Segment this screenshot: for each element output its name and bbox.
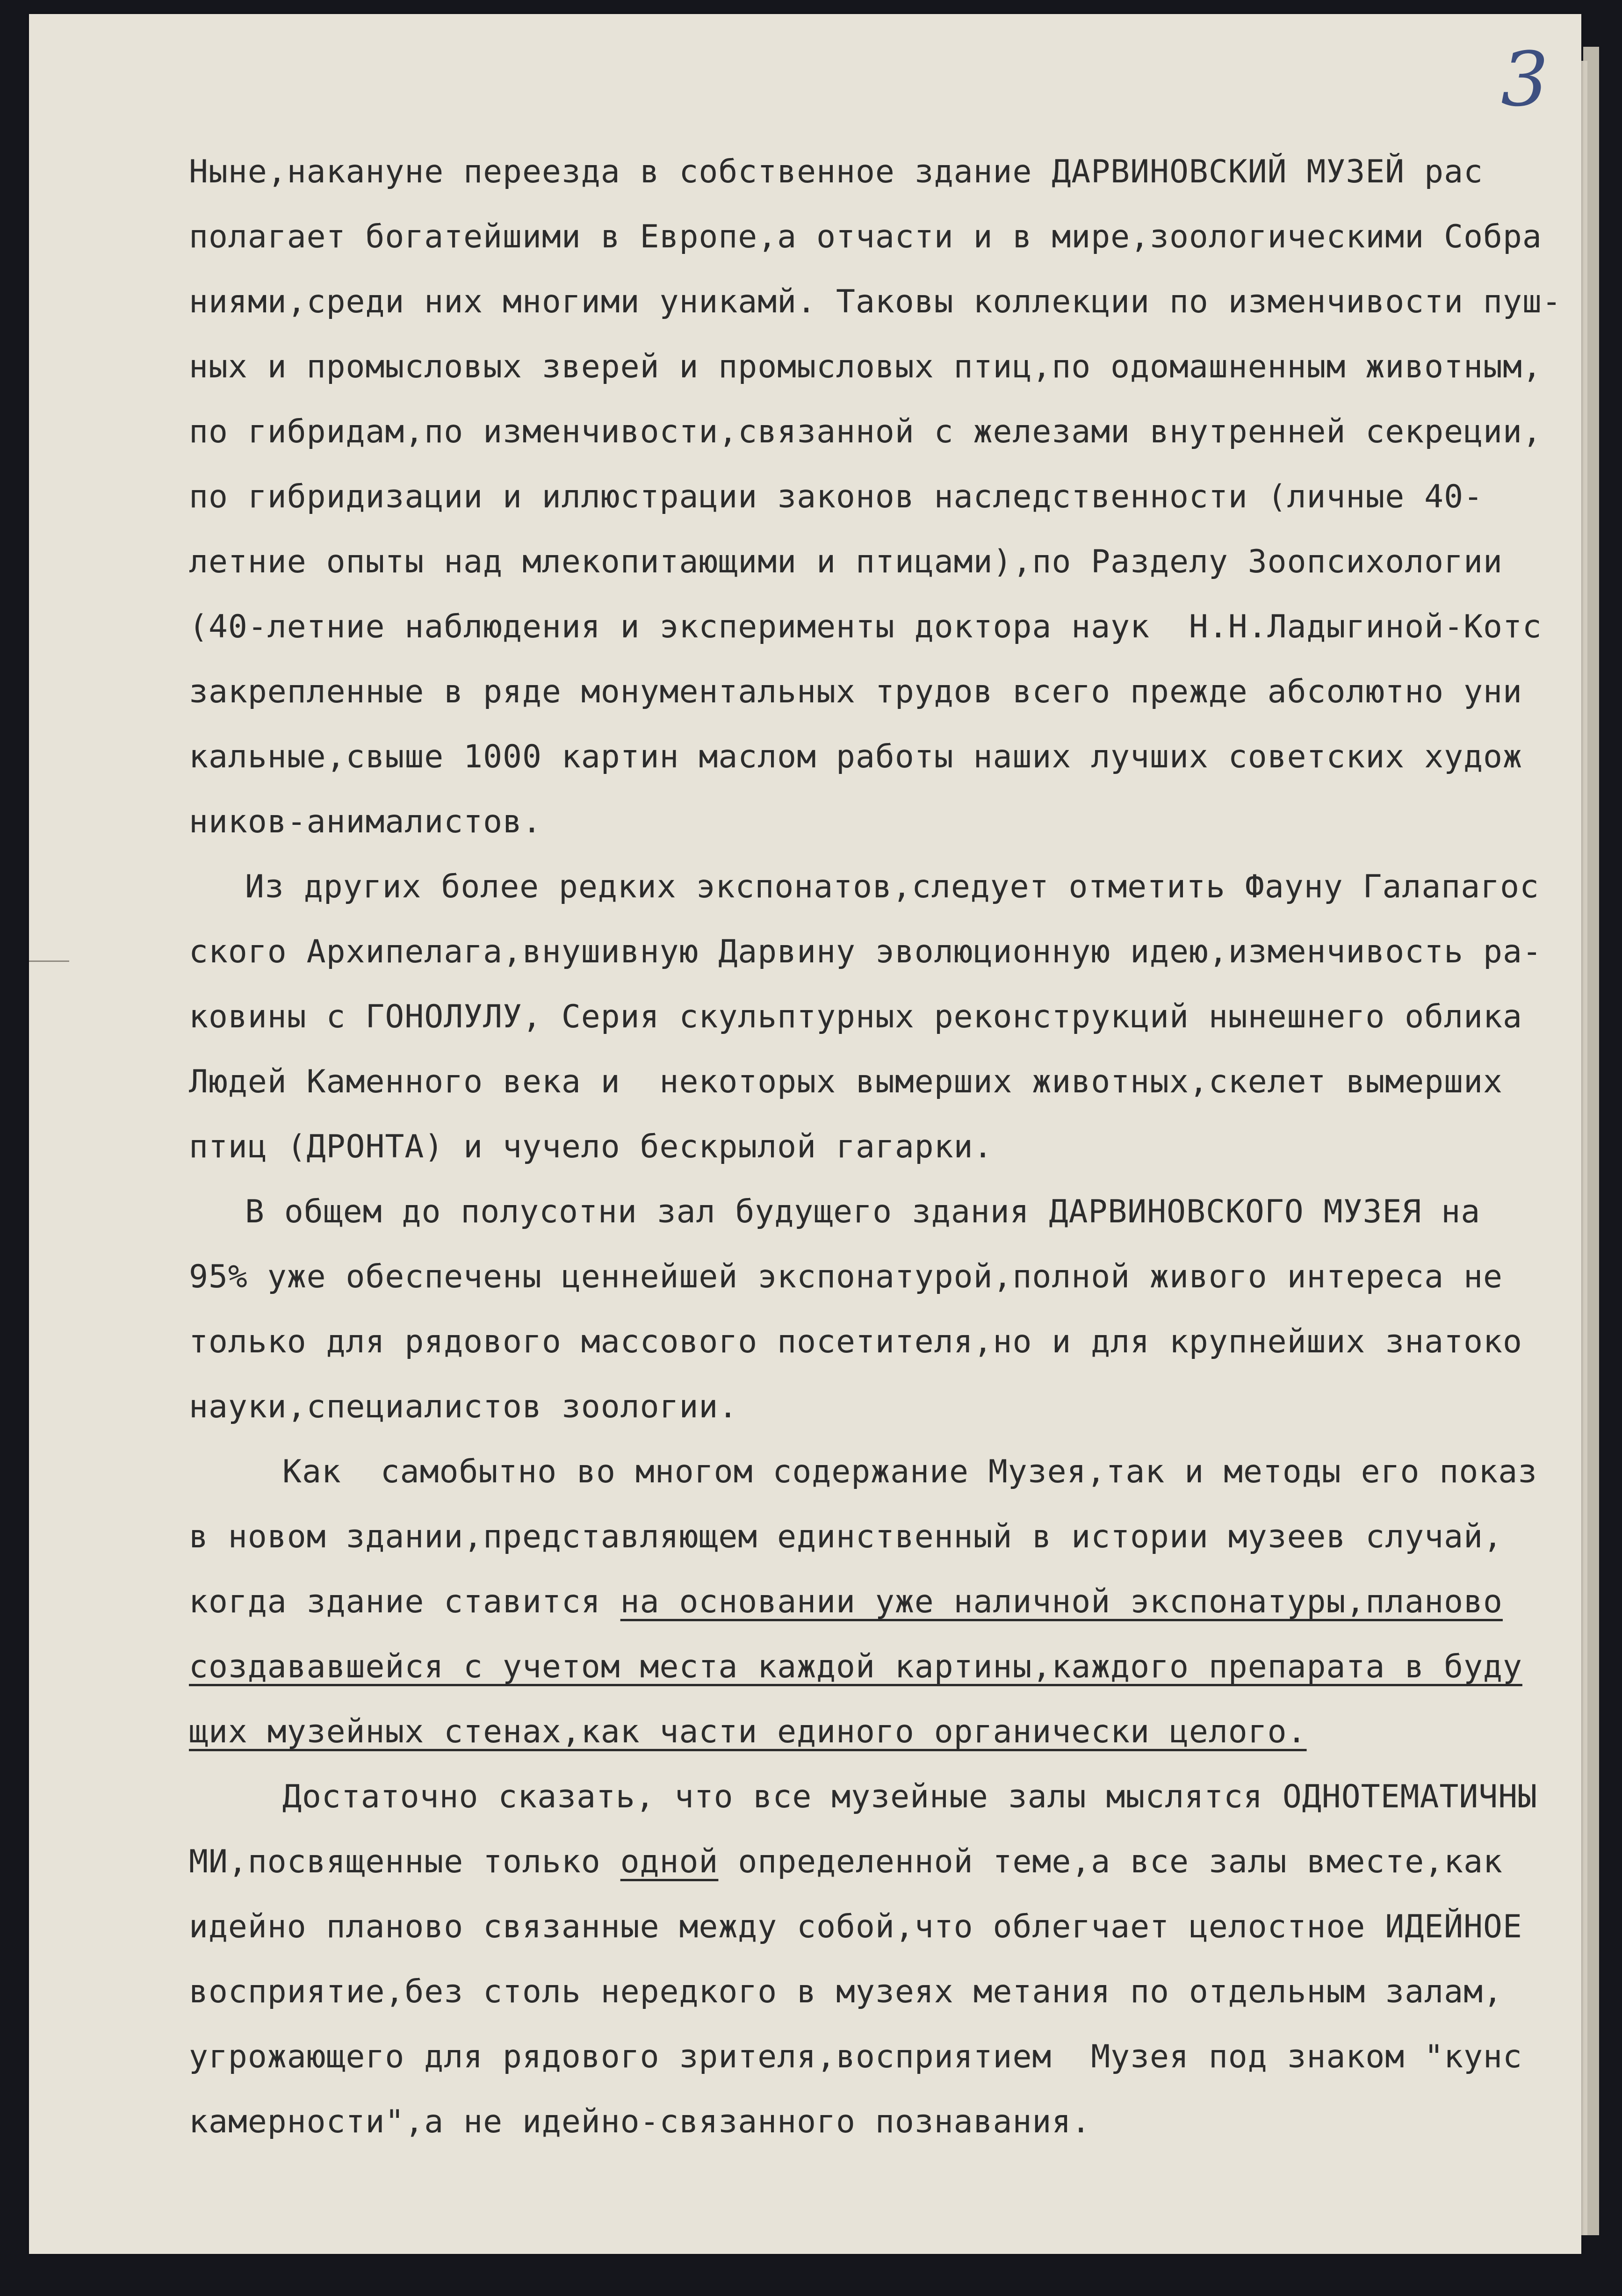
text-line bbox=[189, 854, 1573, 919]
text-segment: закрепленные в ряде монументальных трудов всего прежде абсолютно уни bbox=[189, 673, 1522, 710]
text-segment: по гибридам,по изменчивости,связанной с железами внутренней секреции, bbox=[189, 413, 1542, 450]
text-line bbox=[189, 269, 1573, 334]
text-line bbox=[189, 529, 1573, 594]
handwritten-page-number: 3 bbox=[1501, 36, 1549, 123]
text-line bbox=[189, 1244, 1573, 1309]
text-line bbox=[189, 1894, 1573, 1959]
text-segment: когда здание ставится bbox=[189, 1583, 620, 1620]
text-segment: Как самобытно во многом содержание Музея,так и методы его показ bbox=[282, 1453, 1538, 1490]
text-line bbox=[189, 1699, 1573, 1764]
text-segment: Из других более редких экспонатов,следует отметить Фауну Галапагос bbox=[245, 868, 1540, 905]
text-segment: по гибридизации и иллюстрации законов наследственности (личные 40- bbox=[189, 478, 1484, 515]
text-segment: ников-анималистов. bbox=[189, 803, 542, 840]
text-segment: камерности",а не идейно-связанного познавания. bbox=[189, 2103, 1091, 2140]
text-segment: Людей Каменного века и некоторых вымерших животных,скелет вымерших bbox=[189, 1063, 1503, 1100]
text-line bbox=[189, 1504, 1573, 1569]
text-segment: Достаточно сказать, что все музейные залы мыслятся ОДНОТЕМАТИЧНЫ bbox=[282, 1778, 1538, 1815]
text-segment: ных и промысловых зверей и промысловых птиц,по одомашненным животным, bbox=[189, 348, 1542, 385]
text-segment: птиц (ДРОНТА) и чучело бескрылой гагарки. bbox=[189, 1128, 993, 1165]
text-segment: В общем до полусотни зал будущего здания ДАРВИНОВСКОГО МУЗЕЯ на bbox=[245, 1193, 1481, 1230]
underlined-text: одной bbox=[620, 1843, 719, 1880]
text-line bbox=[189, 399, 1573, 464]
text-segment: угрожающего для рядового зрителя,восприятием Музея под знаком "кунс bbox=[189, 2038, 1522, 2075]
document-body bbox=[189, 139, 1573, 2154]
text-segment: в новом здании,представляющем единственный в истории музеев случай, bbox=[189, 1518, 1503, 1555]
margin-pencil-mark bbox=[29, 960, 69, 962]
text-line bbox=[189, 724, 1573, 789]
text-segment: определенной теме,а все залы вместе,как bbox=[718, 1843, 1503, 1880]
text-segment: ского Архипелага,внушивную Дарвину эволюционную идею,изменчивость ра- bbox=[189, 933, 1542, 970]
text-segment: идейно планово связанные между собой,что облегчает целостное ИДЕЙНОЕ bbox=[189, 1908, 1522, 1945]
text-line bbox=[189, 594, 1573, 659]
text-line bbox=[189, 1959, 1573, 2024]
text-line bbox=[189, 2089, 1573, 2154]
text-line bbox=[189, 919, 1573, 984]
underlined-text: щих музейных стенах,как части единого органически целого. bbox=[189, 1713, 1307, 1750]
text-segment: (40-летние наблюдения и эксперименты доктора наук Н.Н.Ладыгиной-Котс bbox=[189, 608, 1542, 645]
text-line bbox=[189, 1829, 1573, 1894]
text-line bbox=[189, 1114, 1573, 1179]
text-segment: полагает богатейшими в Европе,а отчасти и в мире,зоологическими Собра bbox=[189, 218, 1542, 255]
text-line bbox=[189, 789, 1573, 854]
text-line bbox=[189, 1179, 1573, 1244]
text-segment: 95% уже обеспечены ценнейшей экспонатурой,полной живого интереса не bbox=[189, 1258, 1503, 1295]
text-line bbox=[189, 334, 1573, 399]
text-line bbox=[189, 464, 1573, 529]
typewritten-page bbox=[29, 14, 1581, 2254]
text-segment: Ныне,накануне переезда в собственное здание ДАРВИНОВСКИЙ МУЗЕЙ рас bbox=[189, 153, 1484, 190]
text-line bbox=[189, 204, 1573, 269]
underlined-text: создававшейся с учетом места каждой картины,каждого препарата в буду bbox=[189, 1648, 1522, 1685]
text-segment: науки,специалистов зоологии. bbox=[189, 1388, 738, 1425]
text-line bbox=[189, 1569, 1573, 1634]
text-line bbox=[189, 139, 1573, 204]
text-segment: восприятие,без столь нередкого в музеях метания по отдельным залам, bbox=[189, 1973, 1503, 2010]
text-segment: ковины с ГОНОЛУЛУ, Серия скульптурных реконструкций нынешнего облика bbox=[189, 998, 1522, 1035]
text-line bbox=[189, 1634, 1573, 1699]
text-segment: только для рядового массового посетителя,но и для крупнейших знатоко bbox=[189, 1323, 1522, 1360]
underlined-text: на основании уже наличной экспонатуры,планово bbox=[620, 1583, 1503, 1620]
text-line bbox=[189, 984, 1573, 1049]
text-segment: кальные,свыше 1000 картин маслом работы наших лучших советских худож bbox=[189, 738, 1522, 775]
text-line bbox=[189, 1374, 1573, 1439]
text-segment: МИ,посвященные только bbox=[189, 1843, 620, 1880]
text-line bbox=[189, 1764, 1573, 1829]
text-segment: ниями,среди них многими уникамй. Таковы коллекции по изменчивости пуш- bbox=[189, 283, 1562, 320]
text-line bbox=[189, 1439, 1573, 1504]
text-line bbox=[189, 2024, 1573, 2089]
text-line bbox=[189, 1309, 1573, 1374]
text-line bbox=[189, 659, 1573, 724]
text-line bbox=[189, 1049, 1573, 1114]
text-segment: летние опыты над млекопитающими и птицами),по Разделу Зоопсихологии bbox=[189, 543, 1503, 580]
